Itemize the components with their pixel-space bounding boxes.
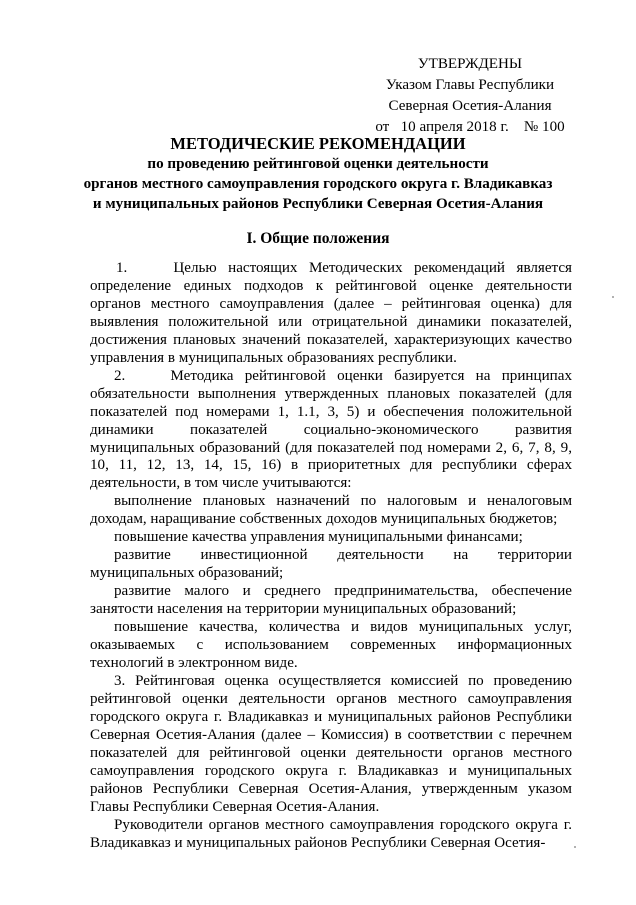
approval-line: Северная Осетия-Алания — [388, 98, 552, 114]
title-subtitle: по проведению рейтинговой оценки деятельности — [147, 156, 489, 172]
list-item: повышение качества, количества и видов муниципальных услуг, оказываемых с использованием современных информационных технологий в электронном виде. — [90, 619, 572, 671]
section-heading: I. Общие положения — [246, 230, 390, 247]
approval-stamp — [360, 54, 580, 138]
list-item: развитие малого и среднего предпринимательства, обеспечение занятости населения на территории муниципальных образований; — [90, 583, 572, 618]
document-title — [60, 134, 576, 214]
list-item: повышение качества управления муниципальными финансами; — [114, 529, 523, 546]
paragraph: 1. Целью настоящих Методических рекомендаций является определение единых подходов к рейтинговой оценке деятельности органов местного самоуправления (далее – рейтинговая оценка) для выявления положительной или отрицательной динамики показателей, достижения плановых значений показателей, характеризующих качество управления в муниципальных образованиях республики. — [90, 260, 572, 366]
approval-line: Указом Главы Республики — [385, 77, 555, 93]
list-item: развитие инвестиционной деятельности на территории муниципальных образований; — [90, 547, 572, 582]
approval-date-line: от 10 апреля 2018 г. № 100 — [375, 119, 565, 135]
approval-line: УТВЕРЖДЕНЫ — [417, 56, 523, 72]
title-main: МЕТОДИЧЕСКИЕ РЕКОМЕНДАЦИИ — [170, 134, 466, 153]
scan-artifact — [612, 296, 614, 298]
paragraph: 3. Рейтинговая оценка осуществляется комиссией по проведению рейтинговой оценки деятельности органов местного самоуправления городского округа г. Владикавказ и муниципальных районов Республики Северная Осетия-Алания (далее – Комиссия) в соответствии с перечнем показателей для рейтинговой оценки деятельности органов местного самоуправления городского округа г. Владикавказ и муниципальных районов Республики Северная Осетия-Алания, утвержденным указом Главы Республики Северная Осетия-Алания. — [90, 672, 572, 815]
paragraph: Руководители органов местного самоуправления городского округа г. Владикавказ и муниципальных районов Республики Северная Осетия- — [90, 816, 572, 851]
title-subtitle: органов местного самоуправления городского округа г. Владикавказ — [83, 176, 553, 192]
title-subtitle: и муниципальных районов Республики Северная Осетия-Алания — [92, 196, 544, 212]
paragraph: 2. Методика рейтинговой оценки базируется на принципах обязательности выполнения утвержденных плановых показателей (для показателей под номерами 1, 1.1, 3, 5) и обеспечения положительной динамики показателей социально-экономического развития муниципальных образований (для показателей под номерами 2, 6, 7, 8, 9, 10, 11, 12, 13, 14, 15, 16) в приоритетных для республики сферах деятельности, в том числе учитываются: — [90, 367, 572, 492]
scan-artifact — [574, 846, 576, 848]
list-item: выполнение плановых назначений по налоговым и неналоговым доходам, наращивание собственных доходов муниципальных бюджетов; — [90, 493, 572, 528]
body-text — [90, 260, 572, 852]
